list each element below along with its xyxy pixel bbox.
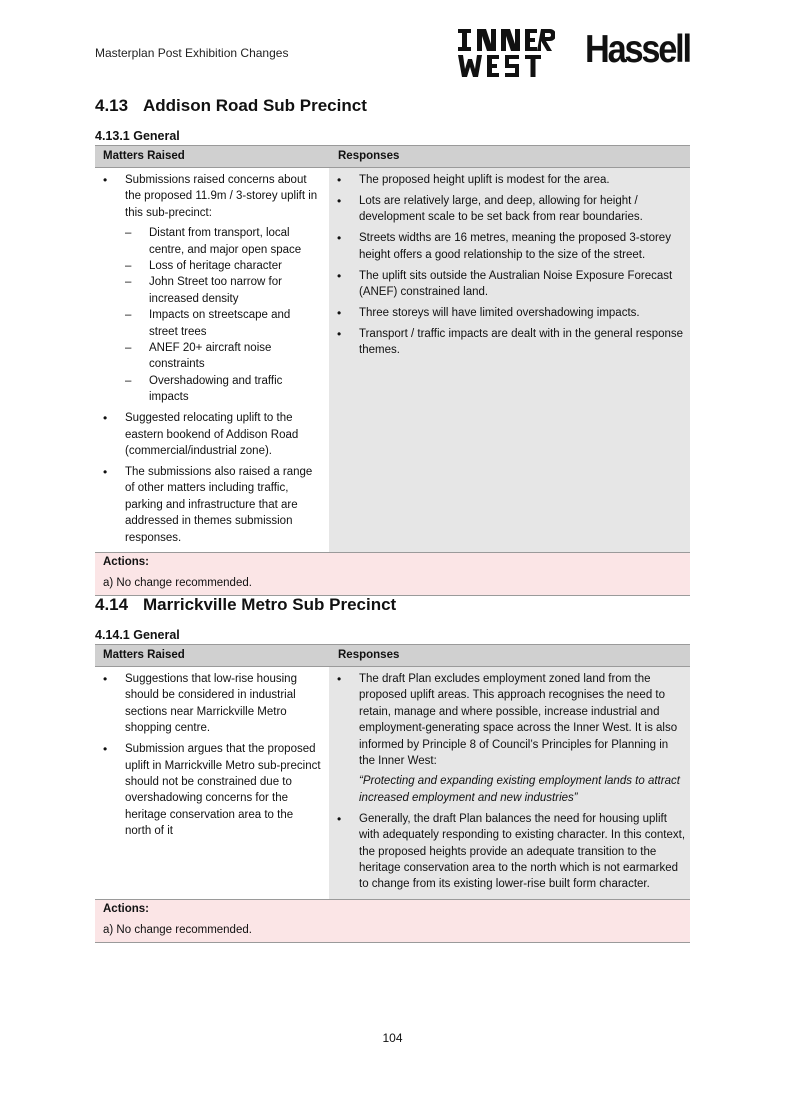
table-header: [95, 145, 690, 168]
responses-cell: [329, 667, 690, 899]
response-text: The draft Plan excludes employment zoned land from the proposed uplift areas. This approach recognises the need to retain, manage and where possible, increase industrial and employment-generating space across the Inner West. It is also informed by Principle 8 of Council’s Principles for Planning in the Inner West:: [359, 673, 678, 768]
section-heading-4-13: [95, 96, 367, 116]
concern-item: – John Street too narrow for increased density: [125, 274, 321, 307]
actions-label: Actions:: [103, 556, 149, 569]
table-body: [95, 168, 690, 552]
matters-raised-header: Matters Raised: [103, 150, 185, 162]
matter-item: • Submission argues that the proposed uplift in Marrickville Metro sub-precinct should not be constrained due to overshadowing concerns for the heritage conservation area to the north of it: [95, 741, 329, 839]
matter-item: • Suggested relocating uplift to the eastern bookend of Addison Road (commercial/industrial zone).: [95, 410, 329, 459]
table-header: [95, 644, 690, 667]
section-heading-4-14: [95, 595, 396, 615]
matter-text: Submissions raised concerns about the proposed 11.9m / 3-storey uplift in this sub-precinct:: [125, 174, 318, 219]
matter-item: • Suggestions that low-rise housing should be considered in industrial sections near Marrickville Metro shopping centre.: [95, 671, 329, 737]
matters-raised-cell: [95, 667, 329, 899]
concern-item: – ANEF 20+ aircraft noise constraints: [125, 340, 321, 373]
responses-header: Responses: [338, 150, 400, 162]
addison-road-table: [95, 145, 690, 596]
response-item: • The uplift sits outside the Australian Noise Exposure Forecast (ANEF) constrained land.: [329, 268, 690, 301]
subheading-4-14-1: 4.14.1 General: [95, 628, 180, 642]
document-header-title: Masterplan Post Exhibition Changes: [95, 46, 289, 60]
matter-item: • The submissions also raised a range of other matters including traffic, parking and infrastructure that are addressed in themes submission responses.: [95, 464, 329, 546]
concern-item: – Loss of heritage character: [125, 258, 321, 274]
concern-item: – Distant from transport, local centre, and major open space: [125, 225, 321, 258]
actions-label: Actions:: [103, 903, 149, 916]
section-number: 4.13: [95, 96, 129, 115]
principle-quote: “Protecting and expanding existing employment lands to attract increased employment and new industries”: [359, 775, 680, 804]
concerns-list: [125, 225, 321, 405]
actions-text: a) No change recommended.: [103, 923, 252, 936]
response-item: • Generally, the draft Plan balances the need for housing uplift with adequately responding to existing character. In this context, the proposed heights provide an adequate transition to the heritage conservation area to the north which is not earmarked to change from its existing lower-rise built form character.: [329, 811, 690, 893]
actions-row: [95, 552, 690, 596]
section-number: 4.14: [95, 595, 129, 614]
page-number: 104: [382, 1031, 403, 1045]
response-item: • Streets widths are 16 metres, meaning the proposed 3-storey height offers a good relationship to the size of the street.: [329, 230, 690, 263]
inner-west-logo: [457, 27, 555, 79]
actions-text: a) No change recommended.: [103, 576, 252, 589]
section-title: Marrickville Metro Sub Precinct: [143, 595, 397, 614]
actions-row: [95, 899, 690, 943]
response-item: • Three storeys will have limited overshadowing impacts.: [329, 305, 690, 321]
response-item: • The proposed height uplift is modest for the area.: [329, 172, 690, 188]
matter-item: [95, 172, 329, 406]
responses-header: Responses: [338, 649, 400, 661]
table-body: [95, 667, 690, 899]
matters-raised-header: Matters Raised: [103, 649, 185, 661]
response-item: [329, 671, 690, 806]
subheading-4-13-1: 4.13.1 General: [95, 129, 180, 143]
response-item: • Lots are relatively large, and deep, allowing for height / development scale to be set back from rear boundaries.: [329, 193, 690, 226]
concern-item: – Overshadowing and traffic impacts: [125, 373, 321, 406]
section-title: Addison Road Sub Precinct: [143, 96, 367, 115]
marrickville-metro-table: [95, 644, 690, 943]
hassell-logo: Hassell: [585, 28, 690, 71]
matters-raised-cell: [95, 168, 329, 552]
response-item: • Transport / traffic impacts are dealt with in the general response themes.: [329, 326, 690, 359]
responses-cell: [329, 168, 690, 552]
concern-item: – Impacts on streetscape and street trees: [125, 307, 321, 340]
